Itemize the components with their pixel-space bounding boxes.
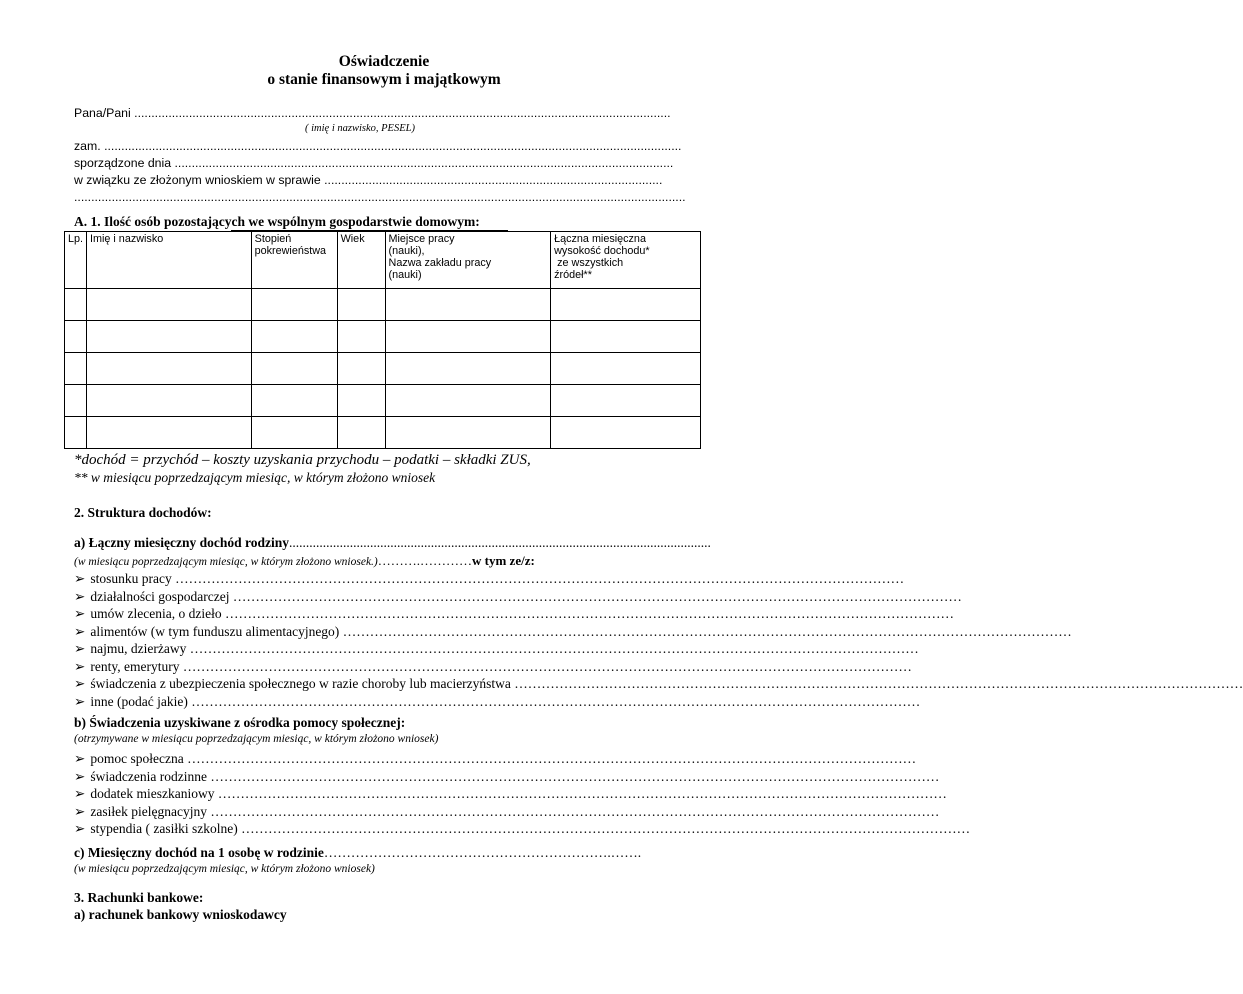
field-date-dots: .................................................................................................................................................. xyxy=(174,156,674,170)
field-date-label: sporządzone dnia xyxy=(74,156,172,170)
benefit-dots: ……………………………………………………………………………………………………………………………………………… xyxy=(206,803,940,819)
cell-relation[interactable] xyxy=(251,385,337,417)
income-source-dots: ……………………………………………………………………………………………………………………………………………… xyxy=(339,623,1072,639)
income-source-item[interactable] xyxy=(74,676,1243,692)
per-person-income-note: (w miesiącu poprzedzającym miesiąc, w którym złożono wniosek) xyxy=(74,863,375,875)
income-source-item[interactable] xyxy=(74,606,954,622)
income-source-item[interactable] xyxy=(74,658,912,675)
arrow-bullet-icon: ➢ xyxy=(74,676,86,691)
benefit-label: zasiłek pielęgnacyjny xyxy=(90,803,207,819)
income-source-dots: ……………………………………………………………………………………………………………………………………………… xyxy=(171,571,905,586)
col-header-income-line: wysokość dochodu* xyxy=(554,245,650,257)
cell-name[interactable] xyxy=(87,353,252,385)
field-address-label: zam. xyxy=(74,139,101,153)
cell-name[interactable] xyxy=(87,417,252,449)
bank-account-applicant: a) rachunek bankowy wnioskodawcy xyxy=(74,907,287,922)
col-header-relation-line: Stopień xyxy=(254,233,292,245)
total-income-field[interactable]: a) Łączny miesięczny dochód rodziny............................................................................................................................. xyxy=(74,535,711,550)
document-title-line2: o stanie finansowym i majątkowym xyxy=(267,71,501,88)
field-name-label: Pana/Pani xyxy=(74,106,131,120)
arrow-bullet-icon: ➢ xyxy=(74,623,86,639)
income-source-item[interactable] xyxy=(74,571,905,587)
per-person-income-label: c) Miesięczny dochód na 1 osobę w rodzinie xyxy=(74,845,324,860)
cell-workplace[interactable] xyxy=(385,321,551,353)
col-header-income-line: ze wszystkich xyxy=(554,257,624,269)
field-matter-label: w związku ze złożonym wnioskiem w sprawie xyxy=(74,173,321,187)
field-address[interactable] xyxy=(74,139,694,153)
total-income-note-line: (w miesiącu poprzedzającym miesiąc, w którym złożono wniosek.)……….…………w tym ze/z: xyxy=(74,553,535,568)
cell-income[interactable] xyxy=(551,353,701,385)
benefit-label: świadczenia rodzinne xyxy=(90,768,207,784)
benefit-label: pomoc społeczna xyxy=(90,751,184,766)
cell-relation[interactable] xyxy=(251,321,337,353)
income-source-label: umów zlecenia, o dzieło xyxy=(90,606,222,621)
total-income-note: (w miesiącu poprzedzającym miesiąc, w którym złożono wniosek.) xyxy=(74,556,378,568)
col-header-income xyxy=(551,232,701,289)
benefit-item[interactable] xyxy=(74,768,940,785)
name-hint: ( imię i nazwisko, PESEL) xyxy=(305,123,415,134)
income-source-dots: ……………………………………………………………………………………………………………………………………………… xyxy=(221,606,954,621)
footnote-income-definition: *dochód = przychód – koszty uzyskania przychodu – podatki – składki ZUS, xyxy=(74,452,531,468)
col-header-lp: Lp. xyxy=(65,232,87,289)
arrow-bullet-icon: ➢ xyxy=(74,571,86,586)
section-2b-note: (otrzymywane w miesiącu poprzedzającym miesiąc, w którym złożono wniosek) xyxy=(74,733,439,745)
arrow-bullet-icon: ➢ xyxy=(74,803,86,819)
household-table xyxy=(64,231,701,449)
cell-lp[interactable] xyxy=(65,385,87,417)
benefit-dots: ……………………………………………………………………………………………………………………………………………… xyxy=(214,786,947,801)
income-source-label: stosunku pracy xyxy=(90,571,172,586)
field-address-dots: ......................................................................................................................................................................... xyxy=(104,139,682,153)
arrow-bullet-icon: ➢ xyxy=(74,658,86,674)
benefit-item[interactable] xyxy=(74,803,940,820)
field-name-dots: ............................................................................................................................................................. xyxy=(134,106,671,120)
arrow-bullet-icon: ➢ xyxy=(74,821,86,836)
arrow-bullet-icon: ➢ xyxy=(74,588,86,604)
cell-age[interactable] xyxy=(337,353,385,385)
col-header-workplace-line: Miejsce pracy xyxy=(388,233,455,245)
income-source-label: najmu, dzierżawy xyxy=(90,641,187,656)
income-source-item[interactable] xyxy=(74,641,919,657)
table-row[interactable] xyxy=(65,353,701,385)
col-header-income-line: Łączna miesięczna xyxy=(554,233,646,245)
income-source-item[interactable] xyxy=(74,693,921,710)
benefit-item[interactable] xyxy=(74,751,917,767)
section-3-heading: 3. Rachunki bankowe: xyxy=(74,890,204,905)
benefit-dots: ……………………………………………………………………………………………………………………………………………… xyxy=(237,821,971,836)
income-source-label: alimentów (w tym funduszu alimentacyjnego) xyxy=(90,623,340,639)
benefit-label: stypendia ( zasiłki szkolne) xyxy=(90,821,238,836)
income-source-label: świadczenia z ubezpieczenia społecznego w razie choroby lub macierzyństwa xyxy=(90,676,511,691)
col-header-relation xyxy=(251,232,337,289)
cell-name[interactable] xyxy=(87,385,252,417)
total-income-tail: w tym ze/z: xyxy=(472,553,535,568)
arrow-bullet-icon: ➢ xyxy=(74,693,86,709)
cell-relation[interactable] xyxy=(251,417,337,449)
cell-age[interactable] xyxy=(337,289,385,321)
income-source-item[interactable] xyxy=(74,588,962,605)
cell-income[interactable] xyxy=(551,321,701,353)
income-source-dots: ……………………………………………………………………………………………………………………………………………… xyxy=(186,641,919,656)
benefit-item[interactable] xyxy=(74,821,971,837)
income-source-label: renty, emerytury xyxy=(90,658,180,674)
table-row[interactable] xyxy=(65,321,701,353)
field-matter-dots: ................................................................................................... xyxy=(324,173,663,187)
arrow-bullet-icon: ➢ xyxy=(74,751,86,766)
income-source-dots: ……………………………………………………………………………………………………………………………………………… xyxy=(187,693,921,709)
cell-workplace[interactable] xyxy=(385,417,551,449)
arrow-bullet-icon: ➢ xyxy=(74,786,86,801)
benefit-item[interactable] xyxy=(74,786,947,802)
per-person-income-field[interactable]: c) Miesięczny dochód na 1 osobę w rodzinie……………………………………………………….……. xyxy=(74,845,642,860)
benefit-dots: ……………………………………………………………………………………………………………………………………………… xyxy=(206,768,940,784)
cell-relation[interactable] xyxy=(251,289,337,321)
table-row[interactable] xyxy=(65,289,701,321)
cell-name[interactable] xyxy=(87,289,252,321)
total-income-label: a) Łączny miesięczny dochód rodziny xyxy=(74,535,289,550)
col-header-workplace xyxy=(385,232,551,289)
field-matter[interactable] xyxy=(74,173,694,187)
cell-name[interactable] xyxy=(87,321,252,353)
cell-workplace[interactable] xyxy=(385,353,551,385)
cell-age[interactable] xyxy=(337,417,385,449)
section-2b-heading: b) Świadczenia uzyskiwane z ośrodka pomocy społecznej: xyxy=(74,715,406,730)
benefit-label: dodatek mieszkaniowy xyxy=(90,786,215,801)
cell-income[interactable] xyxy=(551,385,701,417)
col-header-name: Imię i nazwisko xyxy=(87,232,252,289)
col-header-workplace-line: (nauki) xyxy=(388,269,422,281)
cell-relation[interactable] xyxy=(251,353,337,385)
income-source-dots: ……………………………………………………………………………………………………………………………………………… xyxy=(510,676,1243,691)
col-header-workplace-line: (nauki), xyxy=(388,245,425,257)
field-name[interactable] xyxy=(74,106,694,120)
income-source-dots: ……………………………………………………………………………………………………………………………………………… xyxy=(179,658,912,674)
arrow-bullet-icon: ➢ xyxy=(74,606,86,621)
footnote-month-definition: ** w miesiącu poprzedzającym miesiąc, w którym złożono wniosek xyxy=(74,470,436,485)
table-header-row xyxy=(65,232,701,289)
table-row[interactable] xyxy=(65,417,701,449)
cell-income[interactable] xyxy=(551,417,701,449)
field-matter-continued-dots: ................................................................................................................................................................................... xyxy=(74,190,686,204)
table-row[interactable] xyxy=(65,385,701,417)
cell-income[interactable] xyxy=(551,289,701,321)
section-2-heading: 2. Struktura dochodów: xyxy=(74,505,212,520)
field-matter-continued[interactable] xyxy=(74,190,694,204)
cell-age[interactable] xyxy=(337,321,385,353)
col-header-relation-line: pokrewieństwa xyxy=(254,245,327,257)
arrow-bullet-icon: ➢ xyxy=(74,768,86,784)
col-header-age: Wiek xyxy=(337,232,385,289)
cell-workplace[interactable] xyxy=(385,289,551,321)
section-a-heading: A. 1. Ilość osób pozostających we wspólnym gospodarstwie domowym: xyxy=(74,214,480,229)
cell-lp[interactable] xyxy=(65,321,87,353)
income-source-item[interactable] xyxy=(74,623,1072,640)
col-header-workplace-line: Nazwa zakładu pracy xyxy=(388,257,492,269)
income-source-label: inne (podać jakie) xyxy=(90,693,188,709)
document-title-line1: Oświadczenie xyxy=(338,53,430,70)
cell-lp[interactable] xyxy=(65,353,87,385)
benefit-dots: ……………………………………………………………………………………………………………………………………………… xyxy=(183,751,917,766)
cell-age[interactable] xyxy=(337,385,385,417)
col-header-income-line: źródeł** xyxy=(554,269,592,281)
field-date[interactable] xyxy=(74,156,694,170)
cell-lp[interactable] xyxy=(65,417,87,449)
income-source-dots: ……………………………………………………………………………………………………………………………………………… xyxy=(229,588,962,604)
cell-workplace[interactable] xyxy=(385,385,551,417)
income-source-label: działalności gospodarczej xyxy=(90,588,230,604)
arrow-bullet-icon: ➢ xyxy=(74,641,86,656)
cell-lp[interactable] xyxy=(65,289,87,321)
